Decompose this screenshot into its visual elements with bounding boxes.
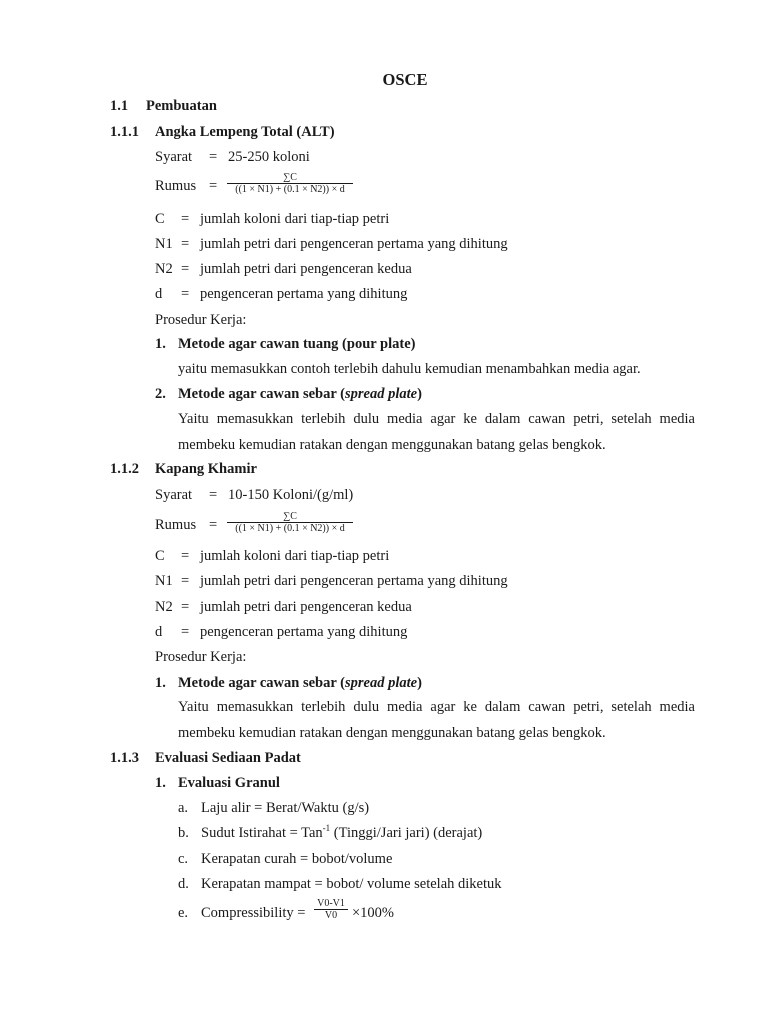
method-title <box>178 385 422 403</box>
fraction-numerator: ∑C <box>283 172 297 183</box>
equals-sign: = <box>209 517 218 533</box>
item-superscript: -1 <box>322 823 331 833</box>
compressibility-fraction <box>314 898 348 922</box>
method-description-line: Yaitu memasukkan terlebih dulu media agar ke dalam cawan petri, setelah media <box>178 699 695 715</box>
item-letter: c. <box>178 851 189 867</box>
item-text-pre: Sudut Istirahat = Tan <box>201 825 323 841</box>
def-symbol: N1 <box>155 573 173 589</box>
equals-sign: = <box>181 261 190 277</box>
fraction-numerator: V0-V1 <box>317 898 345 909</box>
subsection-title: Kapang Khamir <box>155 461 257 477</box>
def-text: jumlah koloni dari tiap-tiap petri <box>200 548 390 564</box>
subsection-number: 1.1.3 <box>110 750 139 766</box>
method-description-line: Yaitu memasukkan terlebih dulu media agar ke dalam cawan petri, setelah media <box>178 411 695 427</box>
equals-sign: = <box>209 149 218 165</box>
item-text: Kerapatan mampat = bobot/ volume setelah diketuk <box>201 876 502 892</box>
method-title <box>178 674 422 692</box>
method-number: 2. <box>155 386 166 402</box>
item-text-post: (Tinggi/Jari jari) (derajat) <box>330 825 483 841</box>
item-text <box>201 824 482 842</box>
list-title: Evaluasi Granul <box>178 775 280 791</box>
syarat-label: Syarat <box>155 487 193 503</box>
equals-sign: = <box>181 573 190 589</box>
method-description: yaitu memasukkan contoh terlebih dahulu kemudian menambahkan media agar. <box>178 361 641 377</box>
prosedur-label: Prosedur Kerja: <box>155 312 247 328</box>
def-symbol: N2 <box>155 599 173 615</box>
def-symbol: N1 <box>155 236 173 252</box>
prosedur-label: Prosedur Kerja: <box>155 649 247 665</box>
page-title: OSCE <box>382 70 428 89</box>
method-description-line: membeku kemudian ratakan dengan menggunakan batang gelas bengkok. <box>178 725 606 741</box>
rumus-label: Rumus <box>155 517 197 533</box>
item-text-pre: Compressibility = <box>201 905 306 921</box>
def-symbol: N2 <box>155 261 173 277</box>
fraction-denominator: ((1 × N1) + (0.1 × N2)) × d <box>235 523 345 534</box>
method-title-pre: Metode agar cawan sebar ( <box>178 675 345 691</box>
def-symbol: C <box>155 211 165 227</box>
def-text: jumlah petri dari pengenceran kedua <box>200 599 412 615</box>
equals-sign: = <box>209 487 218 503</box>
item-letter: e. <box>178 905 189 921</box>
method-number: 1. <box>155 675 166 691</box>
def-text: jumlah petri dari pengenceran pertama yang dihitung <box>200 236 508 252</box>
subsection-title: Angka Lempeng Total (ALT) <box>155 124 335 140</box>
item-text: Kerapatan curah = bobot/volume <box>201 851 393 867</box>
syarat-value: 25-250 koloni <box>228 149 310 165</box>
method-title-italic: spread plate <box>345 386 418 402</box>
equals-sign: = <box>181 286 190 302</box>
def-text: pengenceran pertama yang dihitung <box>200 286 408 302</box>
def-symbol: d <box>155 286 163 302</box>
fraction-denominator: ((1 × N1) + (0.1 × N2)) × d <box>235 184 345 195</box>
section-number: 1.1 <box>110 98 129 114</box>
item-letter: b. <box>178 825 189 841</box>
def-text: pengenceran pertama yang dihitung <box>200 624 408 640</box>
def-symbol: d <box>155 624 163 640</box>
def-text: jumlah koloni dari tiap-tiap petri <box>200 211 390 227</box>
list-number: 1. <box>155 775 166 791</box>
method-title-italic: spread plate <box>345 675 418 691</box>
equals-sign: = <box>181 548 190 564</box>
item-letter: a. <box>178 800 189 816</box>
def-text: jumlah petri dari pengenceran pertama yang dihitung <box>200 573 508 589</box>
method-title-pre: Metode agar cawan sebar ( <box>178 386 345 402</box>
item-text-post: ×100% <box>352 905 395 921</box>
method-title-post: ) <box>417 386 422 402</box>
subsection-number: 1.1.2 <box>110 461 139 477</box>
fraction-denominator: V0 <box>324 910 338 921</box>
syarat-value: 10-150 Koloni/(g/ml) <box>228 487 354 503</box>
subsection-title: Evaluasi Sediaan Padat <box>155 750 301 766</box>
def-symbol: C <box>155 548 165 564</box>
section-title: Pembuatan <box>146 98 217 114</box>
equals-sign: = <box>181 624 190 640</box>
rumus-label: Rumus <box>155 178 197 194</box>
equals-sign: = <box>181 236 190 252</box>
method-description-line: membeku kemudian ratakan dengan menggunakan batang gelas bengkok. <box>178 437 606 453</box>
equals-sign: = <box>209 178 218 194</box>
method-title-post: ) <box>417 675 422 691</box>
def-text: jumlah petri dari pengenceran kedua <box>200 261 412 277</box>
rumus-fraction <box>227 172 353 196</box>
equals-sign: = <box>181 599 190 615</box>
syarat-label: Syarat <box>155 149 193 165</box>
fraction-numerator: ∑C <box>283 511 297 522</box>
equals-sign: = <box>181 211 190 227</box>
method-title: Metode agar cawan tuang (pour plate) <box>178 336 416 352</box>
method-number: 1. <box>155 336 166 352</box>
item-text: Laju alir = Berat/Waktu (g/s) <box>201 800 370 816</box>
item-letter: d. <box>178 876 189 892</box>
subsection-number: 1.1.1 <box>110 124 139 140</box>
rumus-fraction <box>227 511 353 535</box>
